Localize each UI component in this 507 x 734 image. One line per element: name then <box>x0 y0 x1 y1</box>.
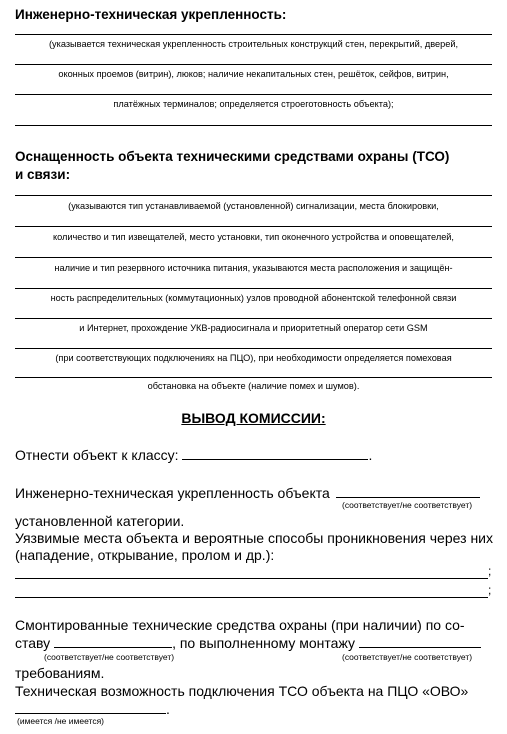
fill-line <box>15 34 492 35</box>
mounted-label-b: , по выполненному монтажу <box>172 635 355 651</box>
fortification-hint: (соответствует/не соответствует) <box>342 500 473 510</box>
fill-line <box>15 257 492 258</box>
connect-blank <box>15 700 166 714</box>
mounted-blank-b <box>359 634 481 648</box>
connect-hint: (имеется /не имеется) <box>17 716 104 726</box>
mounted-hint-b: (соответствует/не соответствует) <box>342 652 473 662</box>
equipment-note-5: и Интернет, прохождение УКВ-радиосигнала и приоритетный оператор сети GSM <box>79 323 428 333</box>
conclusion-title: ВЫВОД КОМИССИИ: <box>181 410 326 426</box>
fill-line <box>15 348 492 349</box>
connect-text: Техническая возможность подключения ТСО объекта на ПЦО «ОВО» <box>15 683 469 699</box>
requirements-text: требованиям. <box>15 665 105 681</box>
equipment-note-6: (при соответствующих подключениях на ПЦО), при необходимости определяется помеховая <box>55 353 452 363</box>
fill-line <box>15 226 492 227</box>
vulnerable-text: Уязвимые места объекта и вероятные способы проникновения через них (нападение, открывание, пролом и др.): <box>15 530 493 563</box>
fill-line <box>15 125 492 126</box>
mounted-line1: Смонтированные технические средства охраны (при наличии) по со- <box>15 617 465 633</box>
semicolon: ; <box>488 564 492 578</box>
equipment-note-3: наличие и тип резервного источника питания, указываются места расположения и защищён- <box>54 263 453 273</box>
fill-line <box>15 94 492 95</box>
equipment-heading-line2: и связи: <box>15 167 71 182</box>
fortification-note-2: оконных проемов (витрин), люков; наличие некапитальных стен, решёток, сейфов, витрин, <box>58 69 449 79</box>
fill-line <box>15 288 492 289</box>
fill-line <box>15 597 488 598</box>
class-label: Отнести объект к классу: <box>15 447 179 463</box>
fortification-heading: Инженерно-техническая укрепленность: <box>15 7 287 22</box>
connect-end: . <box>166 701 170 717</box>
fortification-label: Инженерно-техническая укрепленность объекта <box>15 485 330 501</box>
equipment-note-7: обстановка на объекте (наличие помех и шумов). <box>147 381 360 391</box>
mounted-hint-a: (соответствует/не соответствует) <box>44 652 175 662</box>
class-row <box>15 446 372 464</box>
equipment-heading-line1: Оснащенность объекта техническими средствами охраны (ТСО) <box>15 149 450 164</box>
semicolon: ; <box>488 583 492 597</box>
mounted-line2 <box>15 634 481 652</box>
fortification-note-3: платёжных терминалов; определяется строеготовность объекта); <box>113 99 394 109</box>
mounted-blank-a <box>54 634 172 648</box>
fill-line <box>15 578 488 579</box>
fill-line <box>15 64 492 65</box>
class-end: . <box>368 447 373 463</box>
equipment-note-4: ность распределительных (коммутационных) узлов проводной абонентской телефонной связи <box>50 293 457 303</box>
fill-line <box>15 318 492 319</box>
equipment-note-1: (указываются тип устанавливаемой (установленной) сигнализации, места блокировки, <box>68 201 439 211</box>
fill-line <box>15 195 492 196</box>
class-blank <box>182 446 368 460</box>
mounted-label-a: ставу <box>15 635 51 651</box>
fortification-blank <box>336 484 480 498</box>
fill-line <box>15 377 492 378</box>
equipment-note-2: количество и тип извещателей, место установки, тип оконечного устройства и оповещателей, <box>53 232 454 242</box>
fortification-tail: установленной категории. <box>15 513 185 529</box>
fortification-note-1: (указывается техническая укрепленность строительных конструкций стен, перекрытий, дверей, <box>48 39 459 49</box>
